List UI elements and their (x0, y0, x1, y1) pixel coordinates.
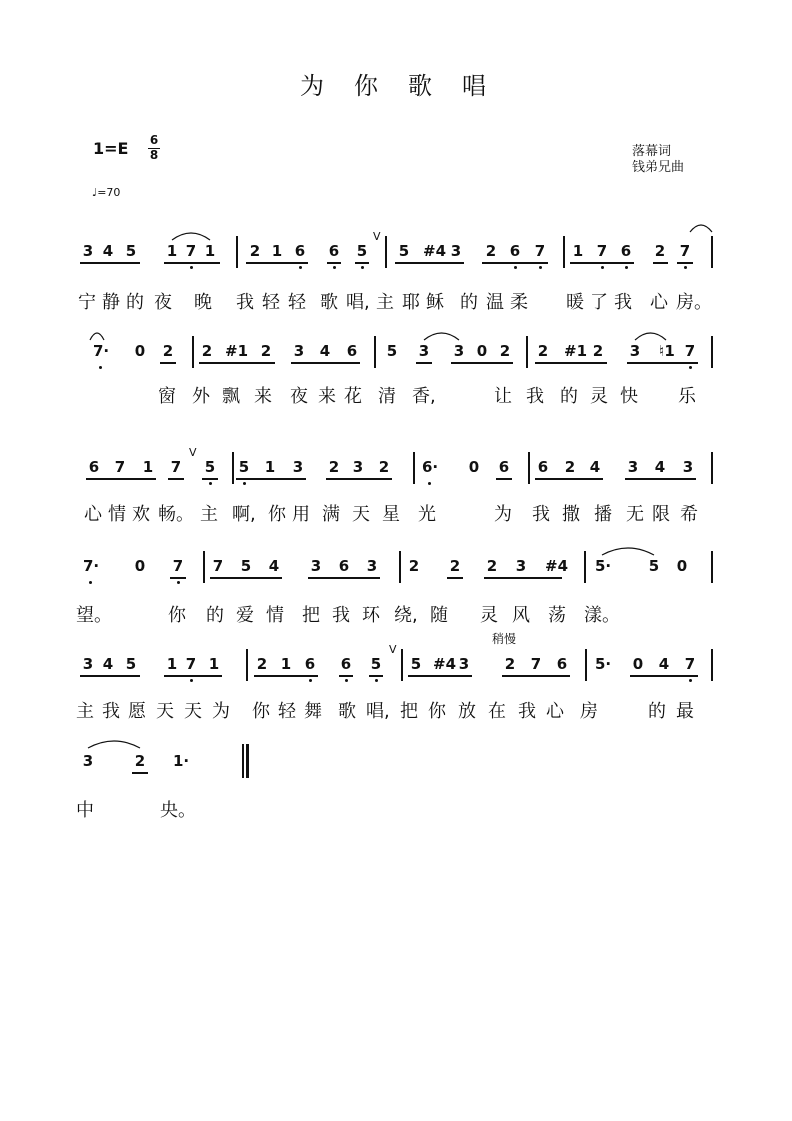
row1-lyric: 静 (102, 292, 120, 313)
row4-lyric: 绕, (394, 605, 418, 626)
barline (236, 236, 238, 268)
row5-note: 2 (504, 655, 516, 673)
row2-note: 6 (346, 342, 358, 360)
octave-dot (243, 482, 246, 485)
row1-note: 7 (185, 242, 197, 260)
row2-note: 7· (93, 342, 110, 360)
row2-note: 2 (260, 342, 272, 360)
row5-lyric: 歌 (338, 701, 356, 722)
underline (86, 478, 156, 480)
row2-lyric: 夜 (290, 386, 308, 407)
row2-note: 2 (592, 342, 604, 360)
breath-mark: V (189, 446, 197, 459)
row2-lyric: 香, (412, 386, 436, 407)
barline (401, 649, 403, 681)
row2-lyric: 让 (494, 386, 512, 407)
row5-lyric: 唱, (366, 701, 390, 722)
row2-lyric: 来 (318, 386, 336, 407)
underline (291, 362, 360, 364)
octave-dot (428, 482, 431, 485)
row4-lyric: 风 (512, 605, 530, 626)
barline (192, 336, 194, 368)
row4-note: 4 (268, 557, 280, 575)
row3-note: 2 (378, 458, 390, 476)
row6-note: 3 (82, 752, 94, 770)
row5-lyric: 放 (458, 701, 476, 722)
row1-note: 7 (679, 242, 691, 260)
row4-note: 5· (595, 557, 612, 575)
octave-dot (89, 581, 92, 584)
row1-lyric: 歌 (320, 292, 338, 313)
row4-note: 7 (172, 557, 184, 575)
row4-lyric: 爱 (236, 605, 254, 626)
row3-note: 4 (654, 458, 666, 476)
row1-lyric: 唱, (346, 292, 370, 313)
row3-lyric: 满 (322, 504, 340, 525)
row2-note: 3 (453, 342, 465, 360)
row4-note: 3 (310, 557, 322, 575)
underline (327, 262, 341, 264)
row3-note: 7 (114, 458, 126, 476)
row2-note: 2 (499, 342, 511, 360)
row5-lyric: 把 (400, 701, 418, 722)
row4-note: 3 (366, 557, 378, 575)
row5-lyric: 你 (428, 701, 446, 722)
row2-lyric: 灵 (590, 386, 608, 407)
row5-note: 1 (208, 655, 220, 673)
underline (80, 262, 140, 264)
underline (535, 478, 603, 480)
barline (203, 551, 205, 583)
barline (711, 336, 713, 368)
row1-note: 2 (485, 242, 497, 260)
barline (528, 452, 530, 484)
underline (570, 262, 634, 264)
tie-arc (424, 330, 459, 342)
row2-lyric: 飘 (222, 386, 240, 407)
underline (395, 262, 464, 264)
row1-note: 5 (398, 242, 410, 260)
composer-credit: 钱弟兄曲 (632, 160, 685, 175)
octave-dot (689, 679, 692, 682)
row3-lyric: 限 (652, 504, 670, 525)
octave-dot (333, 266, 336, 269)
row4-note: 0 (134, 557, 146, 575)
underline (482, 262, 548, 264)
row2-note: 2 (201, 342, 213, 360)
row1-note: 5 (125, 242, 137, 260)
row5-lyric: 你 (252, 701, 270, 722)
row2-lyric: 我 (526, 386, 544, 407)
underline (199, 362, 275, 364)
song-title: 为你歌唱 (300, 72, 516, 100)
row2-note: 3 (293, 342, 305, 360)
final-barline-thin (242, 744, 244, 778)
barline (526, 336, 528, 368)
row4-note: #4 (545, 557, 569, 575)
row3-lyric: 用 (292, 504, 310, 525)
row4-lyric: 荡 (548, 605, 566, 626)
row4-note: 7 (212, 557, 224, 575)
row5-lyric: 在 (488, 701, 506, 722)
row1-note: 1 (572, 242, 584, 260)
time-signature-top: 6 (149, 133, 159, 147)
row5-note: 5· (595, 655, 612, 673)
underline (170, 577, 186, 579)
row5-note: 3 (458, 655, 470, 673)
underline (246, 262, 308, 264)
row2-lyric: 外 (192, 386, 210, 407)
row3-note: 5 (204, 458, 216, 476)
row1-lyric: 我 (614, 292, 632, 313)
row4-note: 7· (83, 557, 100, 575)
row5-lyric: 最 (676, 701, 694, 722)
row1-lyric: 主 (376, 292, 394, 313)
underline (254, 675, 318, 677)
row1-note: #4 (423, 242, 447, 260)
row5-note: 4 (658, 655, 670, 673)
underline (630, 675, 698, 677)
underline (168, 478, 184, 480)
row3-lyric: 你 (268, 504, 286, 525)
barline (563, 236, 565, 268)
row3-note: 6· (422, 458, 439, 476)
octave-dot (309, 679, 312, 682)
row3-note: 0 (468, 458, 480, 476)
underline (160, 362, 176, 364)
row4-note: 2 (449, 557, 461, 575)
row3-note: 6 (88, 458, 100, 476)
row1-lyric: 耶 (402, 292, 420, 313)
barline (374, 336, 376, 368)
row3-note: 3 (627, 458, 639, 476)
row3-note: 2 (564, 458, 576, 476)
row4-lyric: 望。 (76, 605, 112, 626)
row2-note: ♮1 (659, 342, 675, 360)
row5-note: #4 (433, 655, 457, 673)
row5-lyric: 舞 (304, 701, 322, 722)
row3-note: 5 (238, 458, 250, 476)
underline (408, 675, 472, 677)
row2-note: 2 (537, 342, 549, 360)
row5-lyric: 我 (102, 701, 120, 722)
tie-arc (88, 738, 140, 750)
underline (484, 577, 562, 579)
barline (246, 649, 248, 681)
row3-lyric: 心 (84, 504, 102, 525)
row2-note: 3 (418, 342, 430, 360)
barline (711, 452, 713, 484)
barline (711, 551, 713, 583)
underline (502, 675, 570, 677)
row5-lyric: 的 (648, 701, 666, 722)
row5-note: 0 (632, 655, 644, 673)
octave-dot (601, 266, 604, 269)
barline (711, 649, 713, 681)
row1-lyric: 我 (236, 292, 254, 313)
underline (164, 262, 220, 264)
tempo-marking: ♩=70 (92, 186, 121, 199)
row5-note: 7 (530, 655, 542, 673)
row5-note: 6 (304, 655, 316, 673)
row5-note: 2 (256, 655, 268, 673)
row2-note: 7 (684, 342, 696, 360)
row3-note: 3 (292, 458, 304, 476)
row3-note: 3 (352, 458, 364, 476)
row3-lyric: 畅。 (158, 504, 194, 525)
octave-dot (177, 581, 180, 584)
row4-lyric: 随 (430, 605, 448, 626)
row6-note: 1· (173, 752, 190, 770)
row1-note: 6 (620, 242, 632, 260)
tie-arc (90, 330, 104, 342)
row1-lyric: 柔 (510, 292, 528, 313)
octave-dot (539, 266, 542, 269)
row2-note: #1 (225, 342, 249, 360)
barline (711, 236, 713, 268)
row3-lyric: 星 (382, 504, 400, 525)
row6-lyric: 中 (76, 800, 94, 821)
row4-note: 3 (515, 557, 527, 575)
row4-note: 2 (408, 557, 420, 575)
row4-lyric: 你 (168, 605, 186, 626)
row2-lyric: 来 (254, 386, 272, 407)
underline (80, 675, 140, 677)
row3-lyric: 我 (532, 504, 550, 525)
row2-lyric: 快 (620, 386, 638, 407)
row2-note: 3 (629, 342, 641, 360)
barline (232, 452, 234, 484)
underline (627, 362, 698, 364)
row5-lyric: 主 (76, 701, 94, 722)
octave-dot (684, 266, 687, 269)
underline (625, 478, 696, 480)
underline (535, 362, 607, 364)
underline (236, 478, 306, 480)
underline (653, 262, 668, 264)
underline (202, 478, 218, 480)
row1-note: 3 (450, 242, 462, 260)
row3-lyric: 情 (108, 504, 126, 525)
underline (132, 772, 148, 774)
row1-lyric: 宁 (78, 292, 96, 313)
row5-note: 1 (166, 655, 178, 673)
row1-note: 6 (328, 242, 340, 260)
row6-note: 2 (134, 752, 146, 770)
octave-dot (689, 366, 692, 369)
row3-note: 6 (537, 458, 549, 476)
row3-note: 1 (264, 458, 276, 476)
row2-note: 2 (162, 342, 174, 360)
row1-note: 4 (102, 242, 114, 260)
underline (326, 478, 392, 480)
row3-lyric: 主 (200, 504, 218, 525)
time-signature-bottom: 8 (149, 148, 159, 162)
tie-arc (635, 330, 666, 342)
row1-lyric: 晚 (194, 292, 212, 313)
breath-mark: V (389, 643, 397, 656)
row1-note: 1 (166, 242, 178, 260)
row1-note: 7 (534, 242, 546, 260)
barline (585, 649, 587, 681)
underline (447, 577, 463, 579)
row2-note: #1 (564, 342, 588, 360)
row2-lyric: 的 (560, 386, 578, 407)
lyricist-credit: 落幕词 (632, 144, 672, 159)
row1-lyric: 了 (590, 292, 608, 313)
row1-note: 2 (249, 242, 261, 260)
row5-lyric: 我 (518, 701, 536, 722)
row5-note: 4 (102, 655, 114, 673)
row4-lyric: 漾。 (584, 605, 620, 626)
underline (355, 262, 369, 264)
underline (416, 362, 432, 364)
underline (339, 675, 353, 677)
row5-note: 5 (370, 655, 382, 673)
row1-lyric: 心 (650, 292, 668, 313)
tie-arc (690, 222, 712, 234)
row5-lyric: 轻 (278, 701, 296, 722)
breath-mark: V (373, 230, 381, 243)
row1-note: 2 (654, 242, 666, 260)
row3-note: 3 (682, 458, 694, 476)
row2-lyric: 花 (344, 386, 362, 407)
row1-lyric: 的 (460, 292, 478, 313)
row5-note: 7 (185, 655, 197, 673)
row5-lyric: 愿 (128, 701, 146, 722)
row1-lyric: 温 (486, 292, 504, 313)
row3-note: 2 (328, 458, 340, 476)
row2-note: 0 (476, 342, 488, 360)
barline (584, 551, 586, 583)
row3-note: 7 (170, 458, 182, 476)
row1-lyric: 轻 (262, 292, 280, 313)
row3-lyric: 希 (680, 504, 698, 525)
row2-lyric: 清 (378, 386, 396, 407)
row1-note: 1 (271, 242, 283, 260)
row1-lyric: 轻 (288, 292, 306, 313)
barline (385, 236, 387, 268)
row5-lyric: 房 (580, 701, 598, 722)
row5-note: 7 (684, 655, 696, 673)
row3-lyric: 欢 (132, 504, 150, 525)
row3-lyric: 啊, (232, 504, 256, 525)
row4-lyric: 的 (206, 605, 224, 626)
row5-lyric: 心 (546, 701, 564, 722)
row4-note: 5 (240, 557, 252, 575)
row5-lyric: 为 (212, 701, 230, 722)
row4-lyric: 情 (266, 605, 284, 626)
row1-note: 1 (204, 242, 216, 260)
row4-note: 5 (648, 557, 660, 575)
row4-lyric: 我 (332, 605, 350, 626)
octave-dot (345, 679, 348, 682)
underline (164, 675, 222, 677)
row3-lyric: 光 (418, 504, 436, 525)
underline (451, 362, 513, 364)
row1-note: 5 (356, 242, 368, 260)
row1-note: 7 (596, 242, 608, 260)
row3-lyric: 播 (594, 504, 612, 525)
underline (308, 577, 380, 579)
row4-lyric: 环 (362, 605, 380, 626)
octave-dot (361, 266, 364, 269)
row5-note: 1 (280, 655, 292, 673)
row1-note: 6 (509, 242, 521, 260)
row2-note: 4 (319, 342, 331, 360)
row3-lyric: 撒 (562, 504, 580, 525)
row4-lyric: 把 (302, 605, 320, 626)
final-barline-thick (246, 744, 249, 778)
row6-lyric: 央。 (160, 800, 196, 821)
row4-note: 0 (676, 557, 688, 575)
underline (677, 262, 693, 264)
row4-note: 6 (338, 557, 350, 575)
row2-note: 5 (386, 342, 398, 360)
row5-note: 5 (410, 655, 422, 673)
row5-note: 6 (556, 655, 568, 673)
row5-note: 5 (125, 655, 137, 673)
tie-arc (172, 230, 210, 242)
row1-lyric: 夜 (154, 292, 172, 313)
row3-note: 1 (142, 458, 154, 476)
octave-dot (99, 366, 102, 369)
octave-dot (190, 266, 193, 269)
row5-note: 6 (340, 655, 352, 673)
octave-dot (190, 679, 193, 682)
key-signature: 1=E (93, 139, 129, 158)
octave-dot (514, 266, 517, 269)
barline (399, 551, 401, 583)
row3-lyric: 为 (494, 504, 512, 525)
row2-lyric: 窗 (158, 386, 176, 407)
underline (369, 675, 383, 677)
octave-dot (375, 679, 378, 682)
row1-note: 6 (294, 242, 306, 260)
row1-lyric: 的 (126, 292, 144, 313)
row1-lyric: 稣 (426, 292, 444, 313)
octave-dot (299, 266, 302, 269)
tie-arc (602, 545, 654, 557)
row2-note: 0 (134, 342, 146, 360)
row4-note: 2 (486, 557, 498, 575)
row5-lyric: 天 (156, 701, 174, 722)
row1-lyric: 房。 (676, 292, 712, 313)
underline (210, 577, 282, 579)
row3-lyric: 天 (352, 504, 370, 525)
row5-lyric: 天 (184, 701, 202, 722)
row4-lyric: 灵 (480, 605, 498, 626)
row1-note: 3 (82, 242, 94, 260)
barline (413, 452, 415, 484)
octave-dot (625, 266, 628, 269)
row1-lyric: 暖 (566, 292, 584, 313)
octave-dot (209, 482, 212, 485)
row3-note: 4 (589, 458, 601, 476)
slower-annotation: 稍慢 (492, 632, 517, 646)
row2-lyric: 乐 (678, 386, 696, 407)
row3-note: 6 (498, 458, 510, 476)
underline (496, 478, 512, 480)
row3-lyric: 无 (626, 504, 644, 525)
row5-note: 3 (82, 655, 94, 673)
